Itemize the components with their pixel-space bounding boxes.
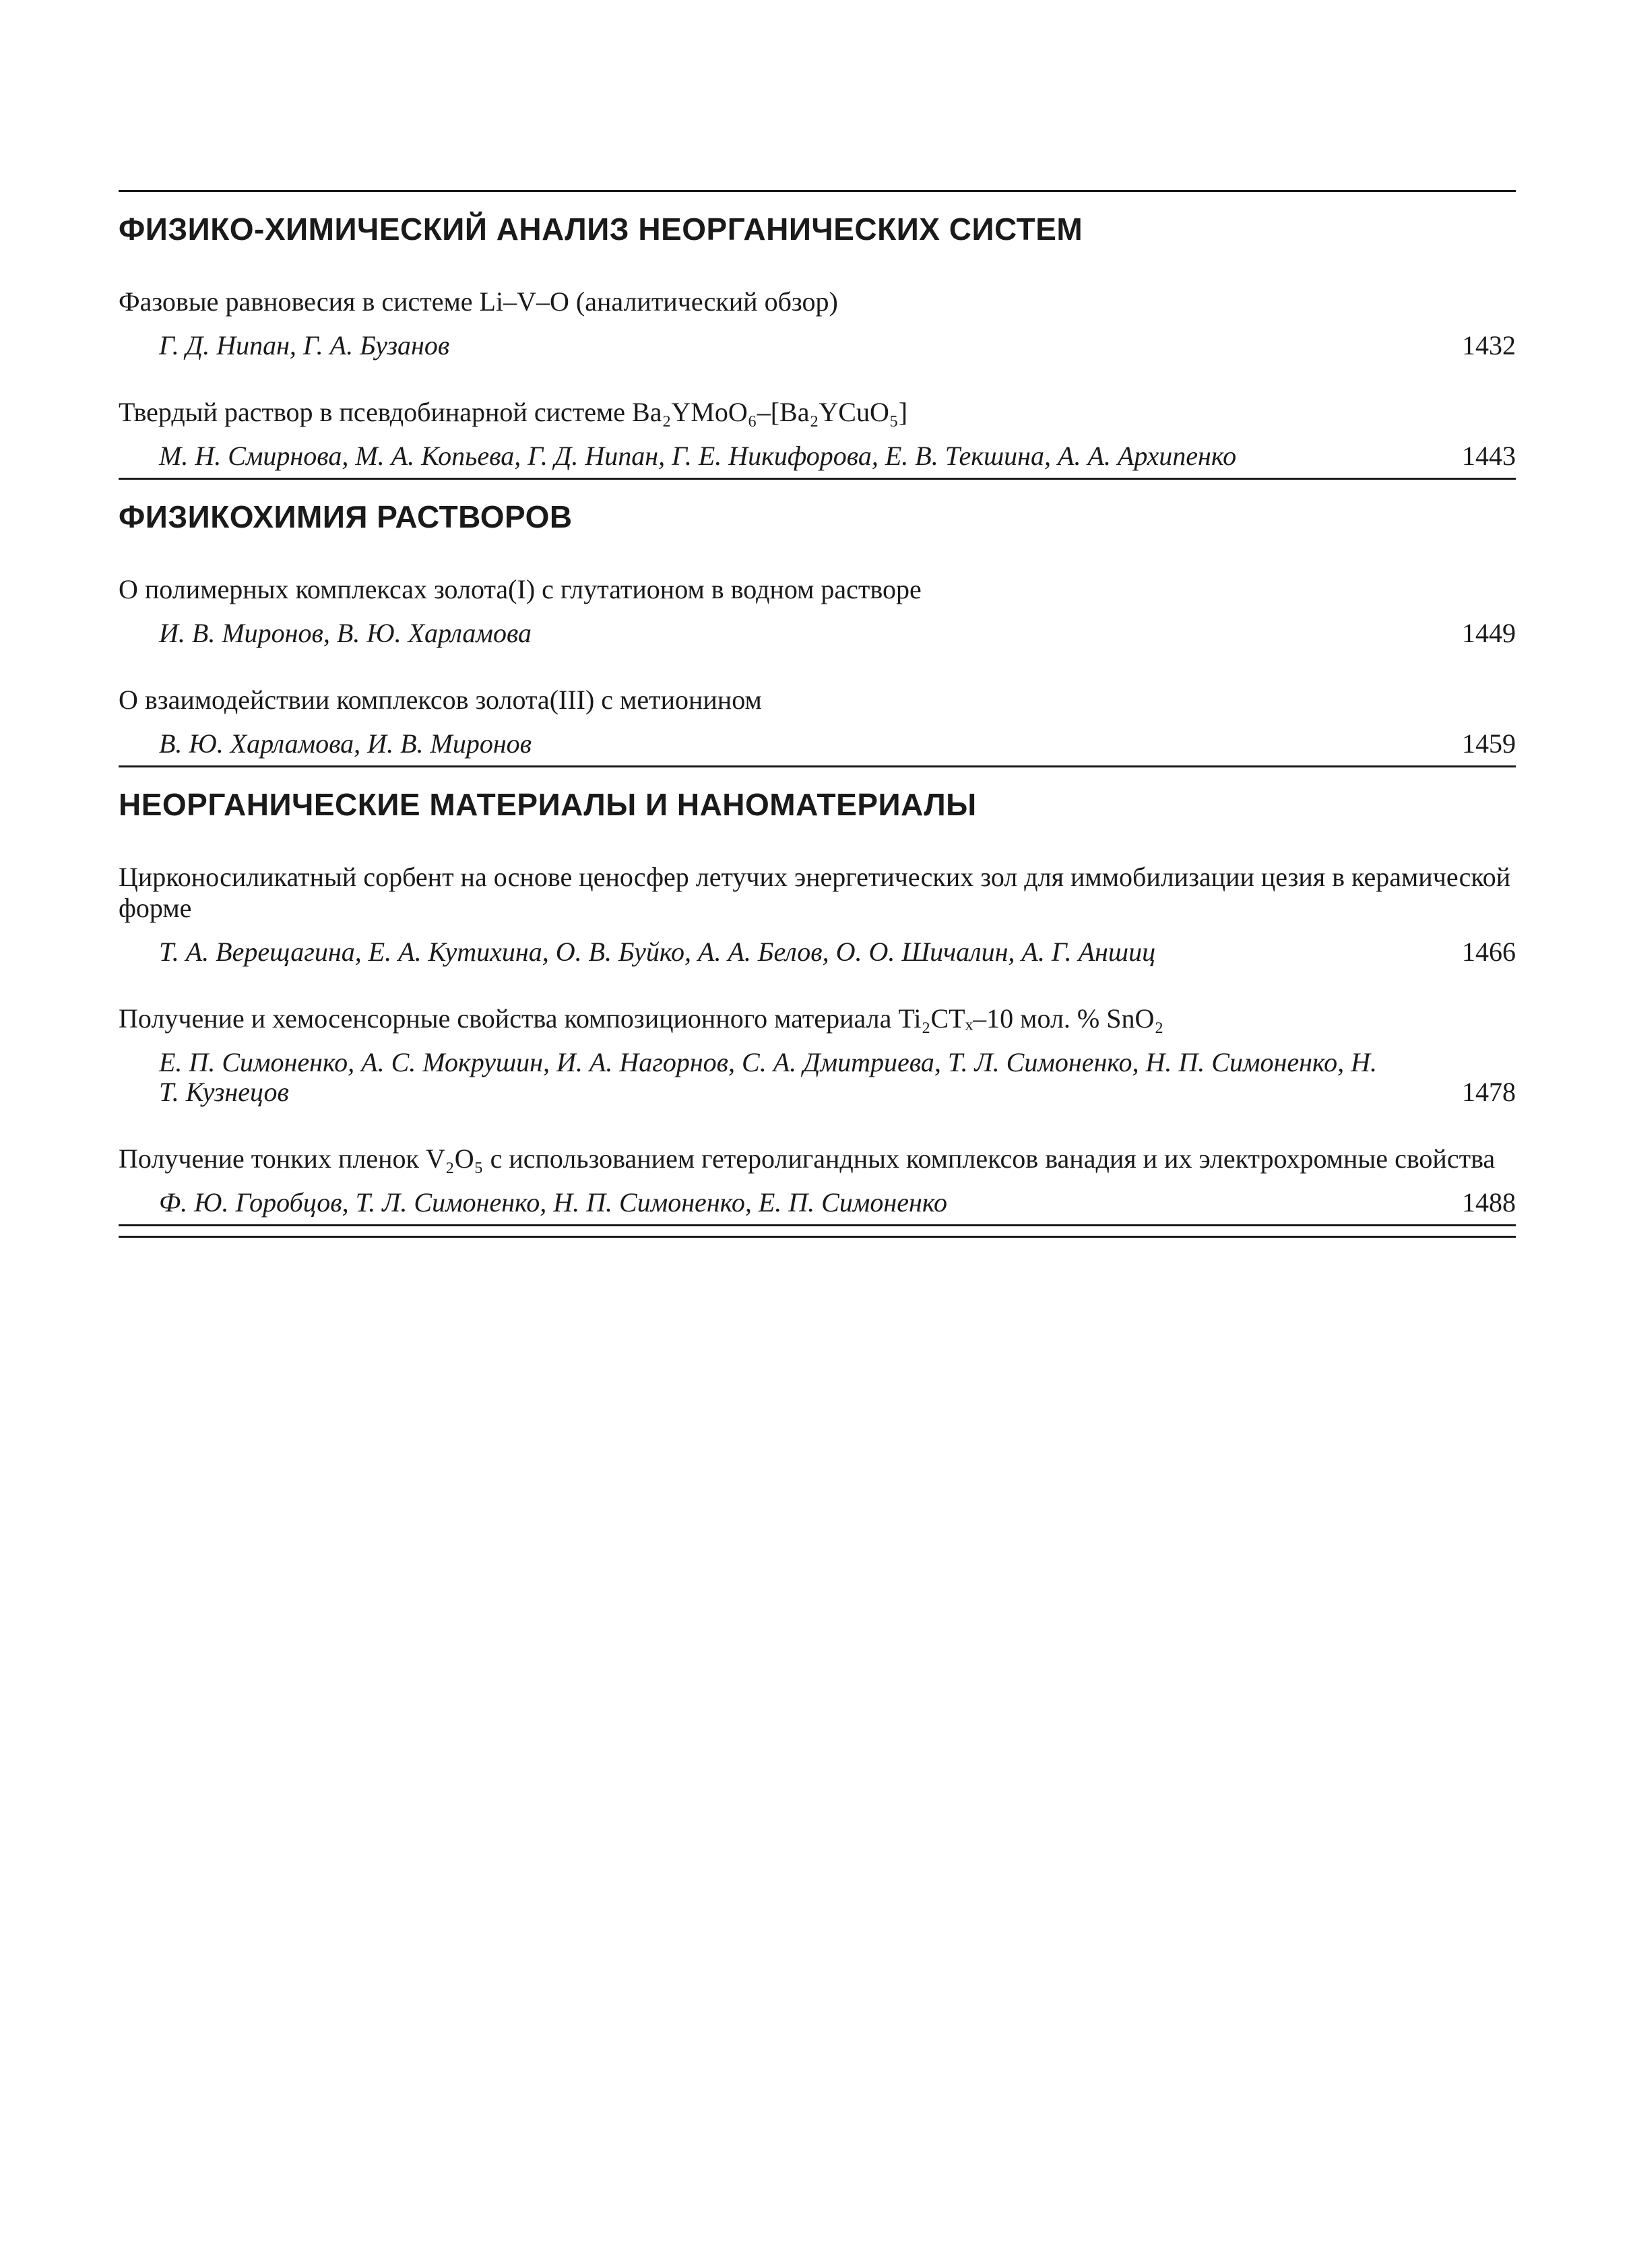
section-materials [119, 767, 1516, 1224]
entry-title: О полимерных комплексах золота(I) с глутатионом в водном растворе [119, 574, 922, 604]
toc-entry[interactable] [119, 1003, 1516, 1114]
toc-entry[interactable] [119, 862, 1516, 974]
section-physchem-analysis [119, 192, 1516, 478]
entry-authors: Ф. Ю. Горобцов, Т. Л. Симоненко, Н. П. Симоненко, Е. П. Симоненко [159, 1187, 947, 1218]
entry-authors: И. В. Миронов, В. Ю. Харламова [159, 618, 532, 648]
entry-authors: Г. Д. Нипан, Г. А. Бузанов [159, 330, 450, 360]
entry-authors: М. Н. Смирнова, М. А. Копьева, Г. Д. Нипан, Г. Е. Никифорова, Е. В. Текшина, А. А. Архипенко [159, 441, 1237, 471]
entry-authors: Т. А. Верещагина, Е. А. Кутихина, О. В. Буйко, А. А. Белов, О. О. Шичалин, А. Г. Аншиц [159, 937, 1156, 967]
entry-title: Фазовые равновесия в системе Li–V–O (аналитический обзор) [119, 286, 838, 317]
entry-page-number: 1449 [1462, 618, 1516, 648]
entry-title: Получение и хемосенсорные свойства композиционного материала Ti₂CTₓ–10 мол. % SnO₂ [119, 1003, 1164, 1034]
entry-page-number: 1443 [1462, 441, 1516, 471]
entry-authors-row [119, 1048, 1516, 1114]
toc-entry[interactable] [119, 397, 1516, 478]
entry-authors-row [119, 1188, 1516, 1224]
entry-authors-row [119, 937, 1516, 974]
entry-title: Твердый раствор в псевдобинарной системе Ba₂YMoO₆–[Ba₂YCuO₅] [119, 397, 908, 427]
entry-title: Цирконосиликатный сорбент на основе ценосфер летучих энергетических зол для иммобилизации цезия в керамической форме [119, 862, 1511, 923]
section-solutions [119, 480, 1516, 765]
entry-authors-row [119, 619, 1516, 655]
section-title: НЕОРГАНИЧЕСКИЕ МАТЕРИАЛЫ И НАНОМАТЕРИАЛЫ [119, 787, 977, 822]
toc-entry[interactable] [119, 574, 1516, 655]
toc-entry[interactable] [119, 286, 1516, 367]
toc-entry[interactable] [119, 685, 1516, 765]
end-double-rule [119, 1224, 1516, 1238]
entry-title: О взаимодействии комплексов золота(III) с метионином [119, 685, 762, 715]
entry-authors-row [119, 441, 1516, 478]
entry-page-number: 1478 [1462, 1077, 1516, 1107]
section-title: ФИЗИКО-ХИМИЧЕСКИЙ АНАЛИЗ НЕОРГАНИЧЕСКИХ СИСТЕМ [119, 212, 1083, 247]
entry-page-number: 1466 [1462, 937, 1516, 967]
entry-authors: Е. П. Симоненко, А. С. Мокрушин, И. А. Нагорнов, С. А. Дмитриева, Т. Л. Симоненко, Н. П. Симоненко, Н. Т. Кузнецов [159, 1047, 1377, 1107]
toc-entry[interactable] [119, 1143, 1516, 1224]
entry-authors: В. Ю. Харламова, И. В. Миронов [159, 728, 532, 759]
table-of-contents [119, 190, 1516, 1238]
entry-page-number: 1432 [1462, 330, 1516, 360]
entry-page-number: 1488 [1462, 1187, 1516, 1218]
entry-page-number: 1459 [1462, 728, 1516, 759]
section-title: ФИЗИКОХИМИЯ РАСТВОРОВ [119, 499, 573, 534]
entry-authors-row [119, 729, 1516, 765]
entry-title: Получение тонких пленок V₂O₅ с использованием гетеролигандных комплексов ванадия и их электрохромные свойства [119, 1143, 1496, 1174]
entry-authors-row [119, 331, 1516, 367]
